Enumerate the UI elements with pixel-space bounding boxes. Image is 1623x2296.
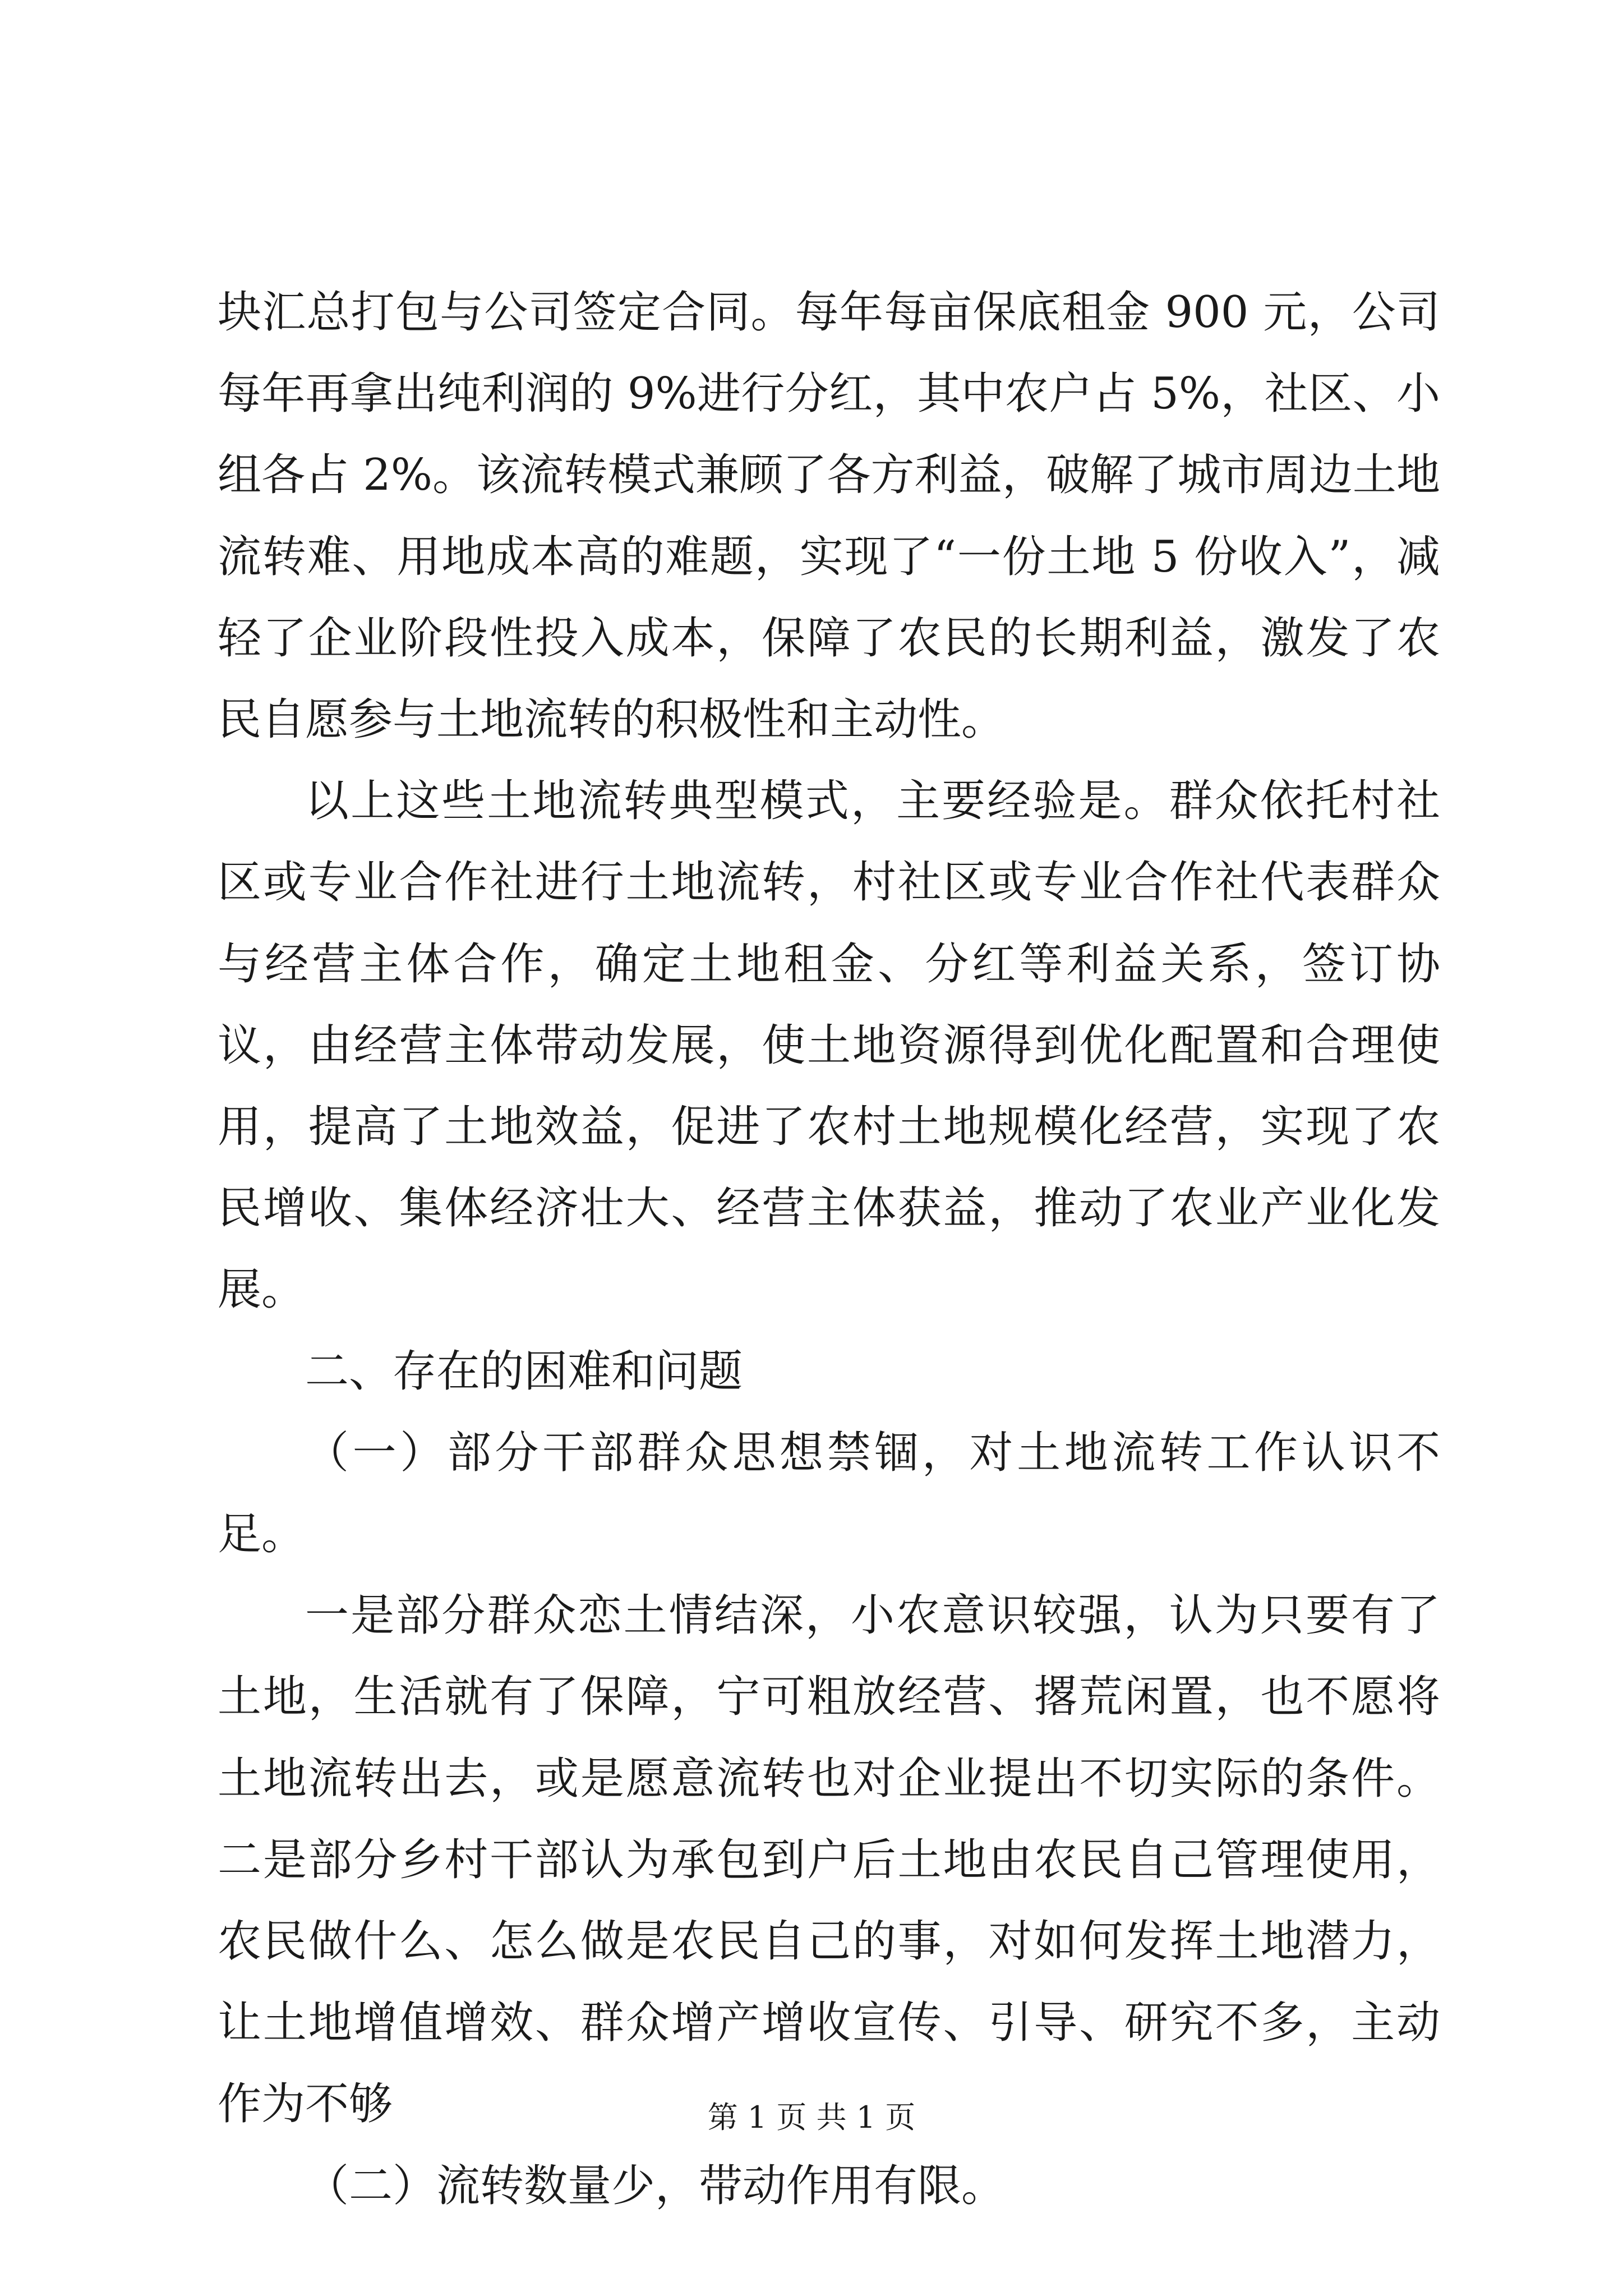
paragraph-contract-terms: 块汇总打包与公司签定合同。每年每亩保底租金 900 元，公司每年再拿出纯利润的 9%进行分红，其中农户占 5%，社区、小组各占 2%。该流转模式兼顾了各方利益，破解了城市周边土地流转难、用地成本高的难题，实现了“一份土地 5 份收入”，减轻了企业阶段性投入成本，保障了农民的长期利益，激发了农民自愿参与土地流转的积极性和主动性。 [218,287,1440,746]
paragraph-main-experience: 以上这些土地流转典型模式，主要经验是。群众依托村社区或专业合作社进行土地流转，村社区或专业合作社代表群众与经营主体合作，确定土地租金、分红等利益关系，签订协议，由经营主体带动发展，使土地资源得到优化配置和合理使用，提高了土地效益，促进了农村土地规模化经营，实现了农民增收、集体经济壮大、经营主体获益，推动了农业产业化发展。 [218,776,1440,1315]
paragraph-awareness-details: 一是部分群众恋土情结深，小农意识较强，认为只要有了土地，生活就有了保障，宁可粗放经营、撂荒闲置，也不愿将土地流转出去，或是愿意流转也对企业提出不切实际的条件。二是部分乡村干部认为承包到户后土地由农民自己管理使用，农民做什么、怎么做是农民自己的事，对如何发挥土地潜力，让土地增值增效、群众增产增收宣传、引导、研究不多，主动作为不够 [218,1590,1440,2130]
document-body [218,272,1440,2227]
subheading-limited-scale: （二）流转数量少，带动作用有限。 [305,2160,1006,2211]
subheading-awareness: （一）部分干部群众思想禁锢，对土地流转工作认识不足。 [218,1427,1440,1560]
section-heading-problems: 二、存在的困难和问题 [305,1346,743,1397]
page-footer: 第 1 页 共 1 页 [707,2100,916,2135]
